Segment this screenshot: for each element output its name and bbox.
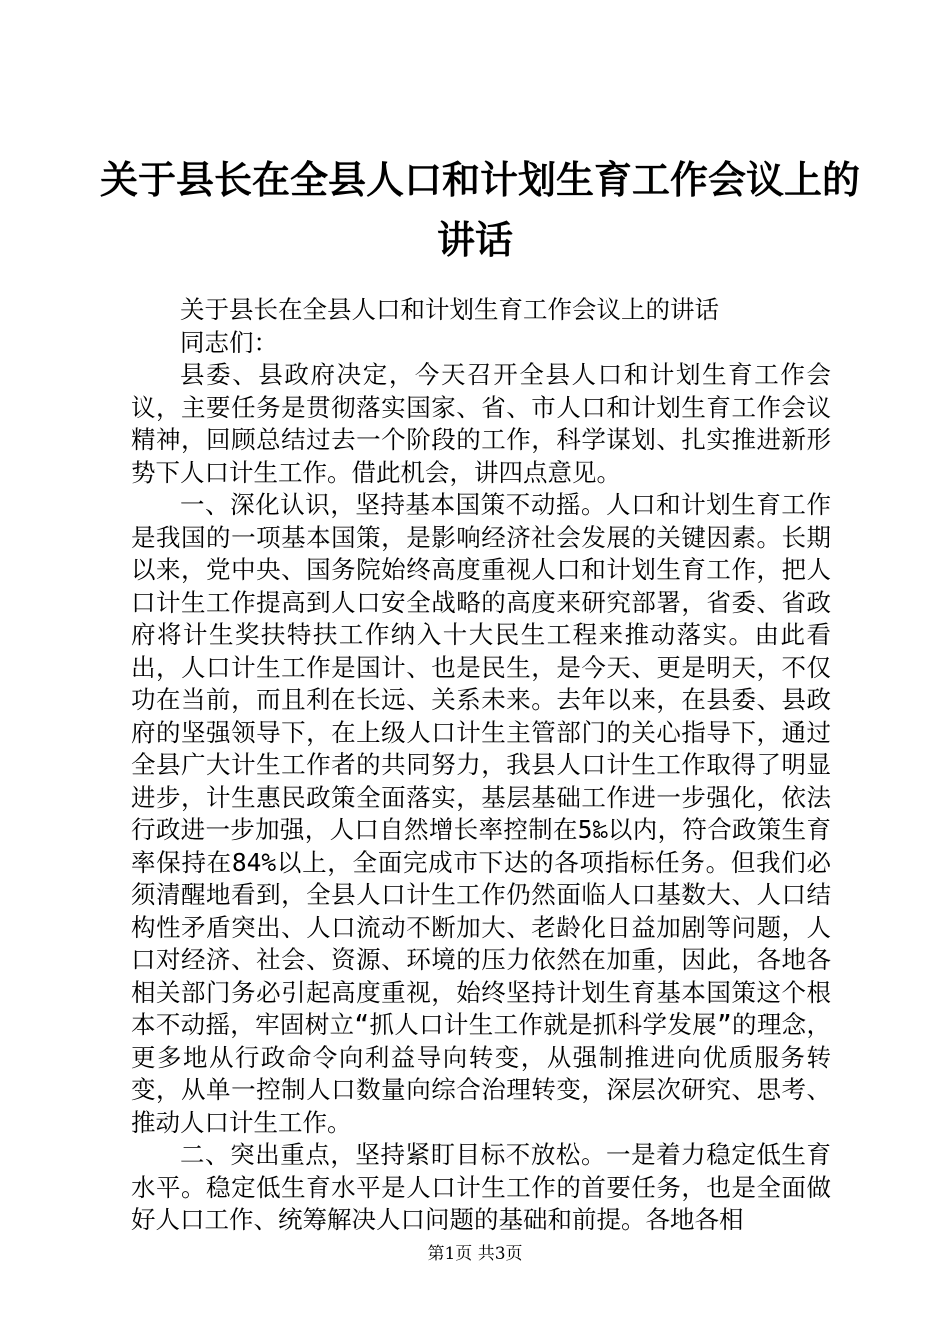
body-paragraph-section-1: 一、深化认识，坚持基本国策不动摇。人口和计划生育工作是我国的一项基本国策，是影响经济社会发展的关键因素。长期以来，党中央、国务院始终高度重视人口和计划生育工作，把人口计生工作提高到人口安全战略的高度来研究部署，省委、省政府将计生奖扶特扶工作纳入十大民生工程来推动落实。由此看出，人口计生工作是国计、也是民生，是今天、更是明天，不仅功在当前，而且利在长远、关系未来。去年以来，在县委、县政府的坚强领导下，在上级人口计生主管部门的关心指导下，通过全县广大计生工作者的共同努力，我县人口计生工作取得了明显进步，计生惠民政策全面落实，基层基础工作进一步强化，依法行政进一步加强，人口自然增长率控制在5‰以内，符合政策生育率保持在84%以上，全面完成市下达的各项指标任务。但我们必须清醒地看到，全县人口计生工作仍然面临人口基数大、人口结构性矛盾突出、人口流动不断加大、老龄化日益加剧等问题，人口对经济、社会、资源、环境的压力依然在加重，因此，各地各相关部门务必引起高度重视，始终坚持计划生育基本国策这个根本不动摇，牢固树立“抓人口计生工作就是抓科学发展”的理念，更多地从行政命令向利益导向转变，从强制推进向优质服务转变，从单一控制人口数量向综合治理转变，深层次研究、思考、推动人口计生工作。 [131, 490, 831, 1137]
body-paragraph-intro: 县委、县政府决定，今天召开全县人口和计划生育工作会议，主要任务是贯彻落实国家、省、市人口和计划生育工作会议精神，回顾总结过去一个阶段的工作，科学谋划、扎实推进新形势下人口计生工作。借此机会，讲四点意见。 [131, 360, 831, 487]
document-body [131, 294, 831, 1237]
page-footer: 第1页 共3页 [427, 1244, 523, 1264]
title-line-2: 讲话 [436, 217, 513, 262]
body-paragraph-section-2: 二、突出重点，坚持紧盯目标不放松。一是着力稳定低生育水平。稳定低生育水平是人口计生工作的首要任务，也是全面做好人口工作、统筹解决人口问题的基础和前提。各地各相 [131, 1140, 831, 1234]
body-paragraph-subtitle: 关于县长在全县人口和计划生育工作会议上的讲话 [180, 295, 719, 324]
document-title [100, 150, 861, 270]
title-line-1: 关于县长在全县人口和计划生育工作会议上的 [100, 157, 861, 202]
body-paragraph-salutation: 同志们： [180, 327, 278, 357]
